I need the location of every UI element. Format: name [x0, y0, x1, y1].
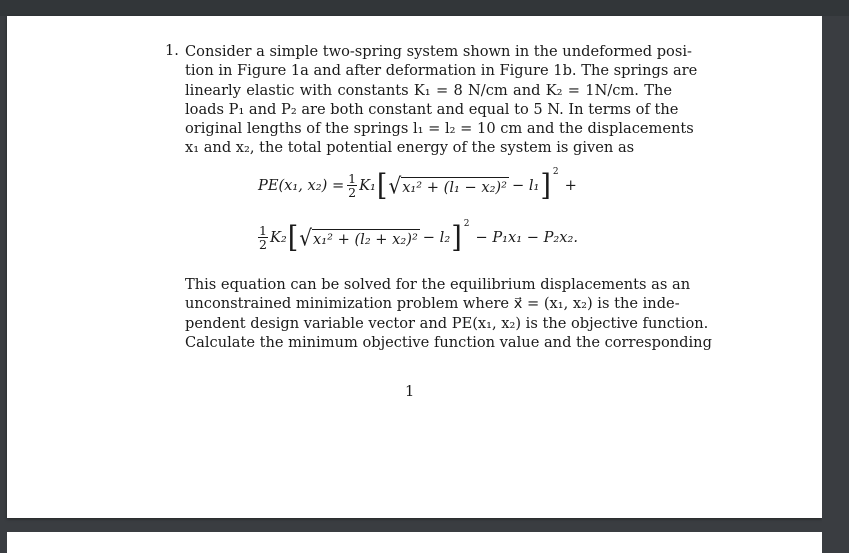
paragraph-line: original lengths of the springs l₁ = l₂ = 10 cm and the displacements [185, 120, 694, 138]
paragraph-line: linearly elastic with constants K₁ = 8 N/cm and K₂ = 1N/cm. The [185, 81, 672, 99]
right-bracket: ] [451, 220, 462, 255]
paragraph-line: tion in Figure 1a and after deformation in Figure 1b. The springs are [185, 62, 698, 80]
paragraph-line: loads P₁ and P₂ are both constant and equal to 5 N. In terms of the [185, 100, 679, 118]
fraction-numerator: 1 [348, 171, 357, 186]
minus-length-term: − l₁ [511, 177, 540, 194]
page-number: 1 [405, 383, 415, 400]
load-terms: − P₁x₁ − P₂x₂. [475, 229, 578, 246]
problem-intro-paragraph [185, 42, 698, 158]
paragraph-line: x₁ and x₂, the total potential energy of the system is given as [185, 139, 635, 157]
paragraph-line: pendent design variable vector and PE(x₁, x₂) is the objective function. [185, 314, 709, 332]
bracket-exponent: 2 [552, 166, 559, 177]
square-root [388, 172, 509, 199]
problem-closing-paragraph [185, 275, 712, 352]
viewer-toolbar-edge [0, 0, 849, 16]
next-document-page [7, 532, 822, 553]
spring-constant-k2: K₂ [269, 229, 287, 246]
radicand: x₁² + (l₂ + x₂)² [313, 230, 418, 248]
paragraph-line: Calculate the minimum objective function value and the corresponding [185, 333, 712, 351]
fraction-one-half [347, 172, 357, 199]
square-root [299, 224, 420, 251]
fraction-denominator: 2 [348, 185, 357, 200]
bracket-exponent: 2 [463, 218, 470, 229]
equation-line-1 [258, 166, 577, 203]
radicand: x₁² + (l₁ − x₂)² [402, 178, 507, 196]
right-bracket: ] [540, 168, 551, 203]
left-bracket: [ [287, 220, 299, 255]
equation-lhs: PE(x₁, x₂) = [258, 177, 345, 194]
list-item-number: 1. [165, 42, 179, 59]
viewer-scroll-gutter[interactable] [822, 16, 849, 553]
paragraph-line: unconstrained minimization problem where x⃗ = (x₁, x₂) is the inde- [185, 295, 680, 313]
fraction-one-half [258, 224, 268, 251]
left-bracket: [ [376, 168, 388, 203]
fraction-denominator: 2 [259, 237, 267, 252]
spring-constant-k1: K₁ [359, 177, 376, 194]
equation-line-2 [258, 218, 578, 255]
radical-sign: √ [388, 172, 402, 199]
fraction-numerator: 1 [259, 223, 267, 238]
plus-continuation: + [564, 177, 577, 194]
radical-sign: √ [299, 224, 313, 251]
paragraph-line: Consider a simple two-spring system shown in the undeformed posi- [185, 43, 692, 60]
minus-length-term: − l₂ [422, 229, 451, 246]
paragraph-line: This equation can be solved for the equilibrium displacements as an [185, 276, 691, 293]
